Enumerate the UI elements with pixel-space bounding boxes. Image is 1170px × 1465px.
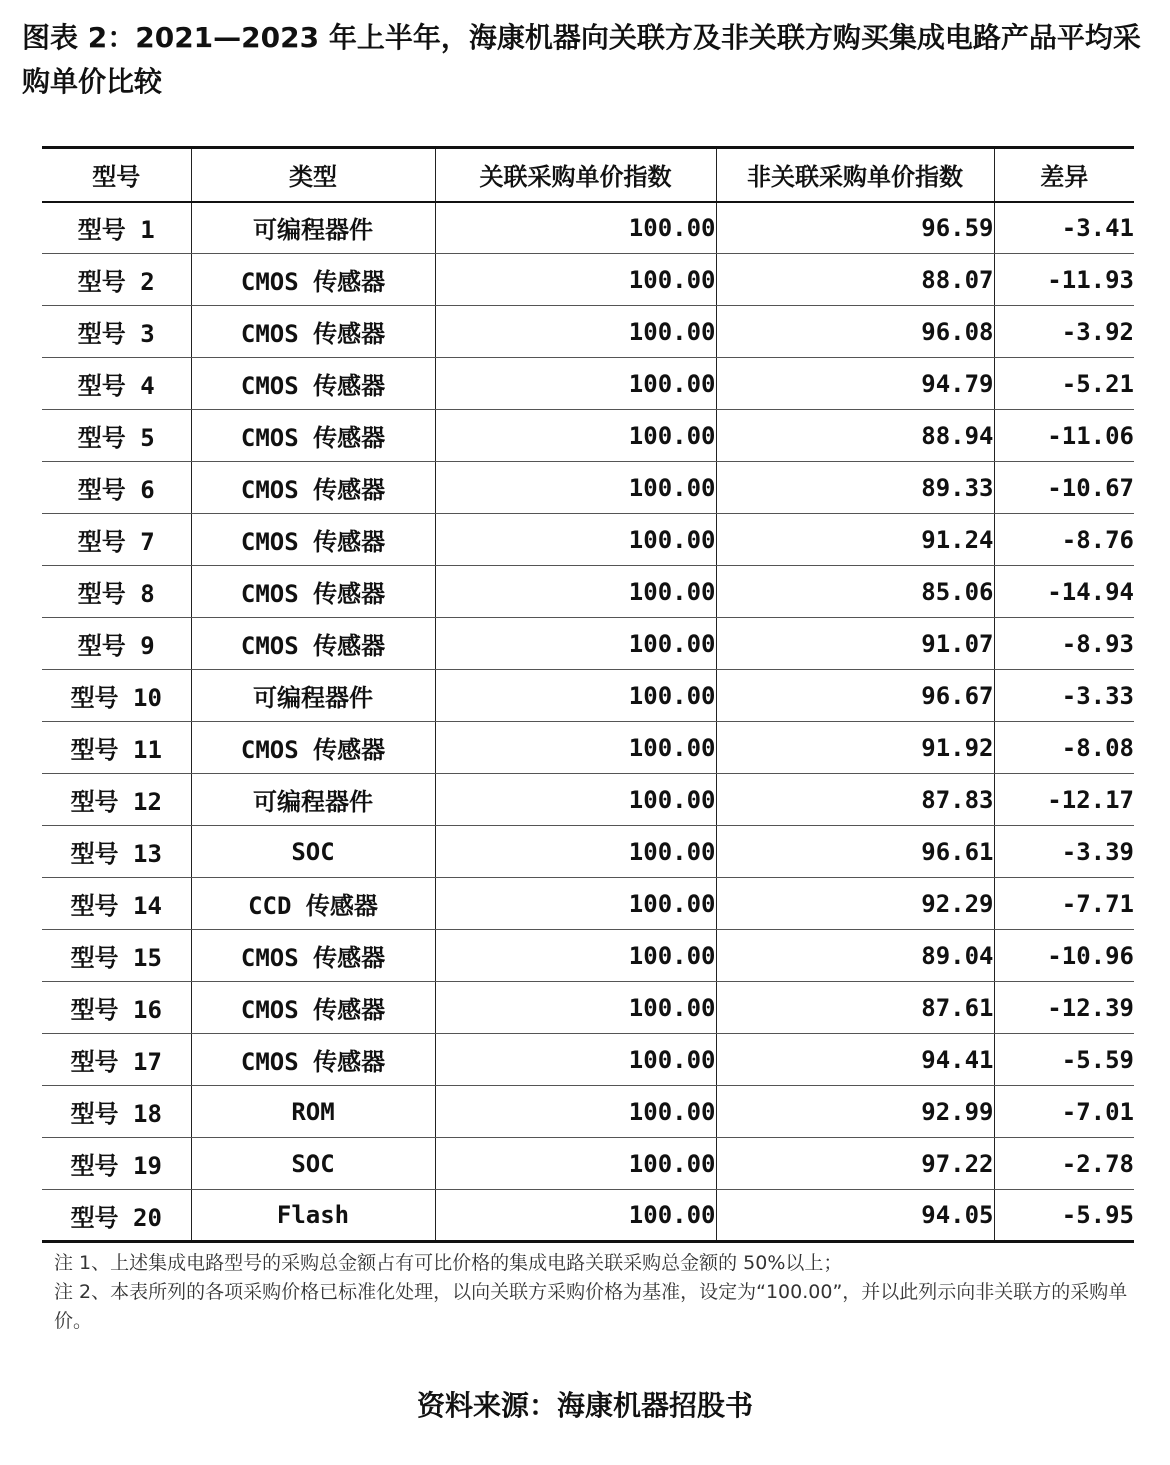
related-index-cell: 100.00: [435, 462, 716, 514]
type-cell: CMOS 传感器: [191, 930, 435, 982]
table-row: [42, 1190, 1134, 1242]
table-row: [42, 306, 1134, 358]
related-index-cell: 100.00: [435, 1138, 716, 1190]
footnote-2: 注 2、本表所列的各项采购价格已标准化处理，以向关联方采购价格为基准，设定为“100.00”，并以此列示向非关联方的采购单价。: [54, 1281, 1128, 1332]
model-cell: 型号 15: [42, 930, 191, 982]
unrelated-index-cell: 94.79: [716, 358, 994, 410]
type-cell: 可编程器件: [191, 202, 435, 254]
type-cell: CMOS 传感器: [191, 566, 435, 618]
table-row: [42, 878, 1134, 930]
difference-cell: -3.39: [994, 826, 1134, 878]
related-index-cell: 100.00: [435, 514, 716, 566]
related-index-cell: 100.00: [435, 722, 716, 774]
related-index-cell: 100.00: [435, 566, 716, 618]
difference-cell: -8.76: [994, 514, 1134, 566]
unrelated-index-cell: 97.22: [716, 1138, 994, 1190]
unrelated-index-cell: 94.05: [716, 1190, 994, 1242]
difference-cell: -2.78: [994, 1138, 1134, 1190]
footnotes: [54, 1249, 1134, 1336]
model-cell: 型号 13: [42, 826, 191, 878]
unrelated-index-cell: 91.24: [716, 514, 994, 566]
table-row: [42, 982, 1134, 1034]
table-row: [42, 722, 1134, 774]
table-row: [42, 618, 1134, 670]
table-row: [42, 254, 1134, 306]
difference-cell: -7.71: [994, 878, 1134, 930]
related-index-cell: 100.00: [435, 774, 716, 826]
difference-cell: -3.92: [994, 306, 1134, 358]
type-cell: CMOS 传感器: [191, 722, 435, 774]
unrelated-index-cell: 89.04: [716, 930, 994, 982]
unrelated-index-cell: 96.61: [716, 826, 994, 878]
related-index-cell: 100.00: [435, 982, 716, 1034]
difference-cell: -10.96: [994, 930, 1134, 982]
model-cell: 型号 9: [42, 618, 191, 670]
price-comparison-table: [42, 146, 1134, 1243]
difference-cell: -11.93: [994, 254, 1134, 306]
unrelated-index-cell: 87.61: [716, 982, 994, 1034]
type-cell: CMOS 传感器: [191, 254, 435, 306]
related-index-cell: 100.00: [435, 358, 716, 410]
model-cell: 型号 5: [42, 410, 191, 462]
type-cell: CMOS 传感器: [191, 514, 435, 566]
unrelated-index-cell: 94.41: [716, 1034, 994, 1086]
table-row: [42, 566, 1134, 618]
related-index-cell: 100.00: [435, 254, 716, 306]
difference-cell: -3.41: [994, 202, 1134, 254]
table-row: [42, 358, 1134, 410]
type-cell: CMOS 传感器: [191, 462, 435, 514]
table-row: [42, 774, 1134, 826]
unrelated-index-cell: 88.94: [716, 410, 994, 462]
related-index-cell: 100.00: [435, 670, 716, 722]
table-header-row: [42, 148, 1134, 202]
model-cell: 型号 10: [42, 670, 191, 722]
difference-cell: -11.06: [994, 410, 1134, 462]
difference-cell: -5.21: [994, 358, 1134, 410]
table-row: [42, 930, 1134, 982]
table-row: [42, 1086, 1134, 1138]
model-cell: 型号 11: [42, 722, 191, 774]
related-index-cell: 100.00: [435, 930, 716, 982]
type-cell: CMOS 传感器: [191, 982, 435, 1034]
type-cell: SOC: [191, 826, 435, 878]
table-row: [42, 410, 1134, 462]
unrelated-index-cell: 91.92: [716, 722, 994, 774]
related-index-cell: 100.00: [435, 1086, 716, 1138]
difference-cell: -3.33: [994, 670, 1134, 722]
type-cell: Flash: [191, 1190, 435, 1242]
related-index-cell: 100.00: [435, 410, 716, 462]
model-cell: 型号 17: [42, 1034, 191, 1086]
header-difference: 差异: [994, 148, 1134, 202]
model-cell: 型号 1: [42, 202, 191, 254]
unrelated-index-cell: 96.67: [716, 670, 994, 722]
difference-cell: -12.39: [994, 982, 1134, 1034]
difference-cell: -8.08: [994, 722, 1134, 774]
related-index-cell: 100.00: [435, 306, 716, 358]
model-cell: 型号 14: [42, 878, 191, 930]
related-index-cell: 100.00: [435, 1190, 716, 1242]
type-cell: CMOS 传感器: [191, 1034, 435, 1086]
unrelated-index-cell: 88.07: [716, 254, 994, 306]
unrelated-index-cell: 92.99: [716, 1086, 994, 1138]
difference-cell: -7.01: [994, 1086, 1134, 1138]
unrelated-index-cell: 91.07: [716, 618, 994, 670]
header-related-price-index: 关联采购单价指数: [435, 148, 716, 202]
difference-cell: -14.94: [994, 566, 1134, 618]
table-row: [42, 462, 1134, 514]
table-row: [42, 826, 1134, 878]
unrelated-index-cell: 96.08: [716, 306, 994, 358]
model-cell: 型号 19: [42, 1138, 191, 1190]
table-row: [42, 202, 1134, 254]
table-body: [42, 202, 1134, 1242]
model-cell: 型号 3: [42, 306, 191, 358]
model-cell: 型号 6: [42, 462, 191, 514]
figure-title: 图表 2：2021—2023 年上半年，海康机器向关联方及非关联方购买集成电路产品平均采购单价比较: [22, 21, 1141, 98]
header-model: 型号: [42, 148, 191, 202]
table-row: [42, 1034, 1134, 1086]
source-line: 资料来源：海康机器招股书: [416, 1389, 753, 1422]
type-cell: 可编程器件: [191, 670, 435, 722]
header-unrelated-price-index: 非关联采购单价指数: [716, 148, 994, 202]
difference-cell: -5.59: [994, 1034, 1134, 1086]
related-index-cell: 100.00: [435, 826, 716, 878]
unrelated-index-cell: 89.33: [716, 462, 994, 514]
type-cell: CMOS 传感器: [191, 410, 435, 462]
model-cell: 型号 12: [42, 774, 191, 826]
model-cell: 型号 18: [42, 1086, 191, 1138]
unrelated-index-cell: 87.83: [716, 774, 994, 826]
model-cell: 型号 16: [42, 982, 191, 1034]
related-index-cell: 100.00: [435, 1034, 716, 1086]
model-cell: 型号 8: [42, 566, 191, 618]
table-row: [42, 670, 1134, 722]
difference-cell: -10.67: [994, 462, 1134, 514]
type-cell: CMOS 传感器: [191, 358, 435, 410]
model-cell: 型号 4: [42, 358, 191, 410]
model-cell: 型号 7: [42, 514, 191, 566]
related-index-cell: 100.00: [435, 878, 716, 930]
type-cell: SOC: [191, 1138, 435, 1190]
related-index-cell: 100.00: [435, 202, 716, 254]
type-cell: CMOS 传感器: [191, 618, 435, 670]
model-cell: 型号 20: [42, 1190, 191, 1242]
unrelated-index-cell: 85.06: [716, 566, 994, 618]
type-cell: CMOS 传感器: [191, 306, 435, 358]
unrelated-index-cell: 92.29: [716, 878, 994, 930]
header-type: 类型: [191, 148, 435, 202]
table-row: [42, 1138, 1134, 1190]
difference-cell: -8.93: [994, 618, 1134, 670]
model-cell: 型号 2: [42, 254, 191, 306]
type-cell: CCD 传感器: [191, 878, 435, 930]
footnote-1: 注 1、上述集成电路型号的采购总金额占有可比价格的集成电路关联采购总金额的 50%以上；: [54, 1252, 843, 1274]
table-row: [42, 514, 1134, 566]
difference-cell: -5.95: [994, 1190, 1134, 1242]
type-cell: 可编程器件: [191, 774, 435, 826]
difference-cell: -12.17: [994, 774, 1134, 826]
type-cell: ROM: [191, 1086, 435, 1138]
related-index-cell: 100.00: [435, 618, 716, 670]
unrelated-index-cell: 96.59: [716, 202, 994, 254]
